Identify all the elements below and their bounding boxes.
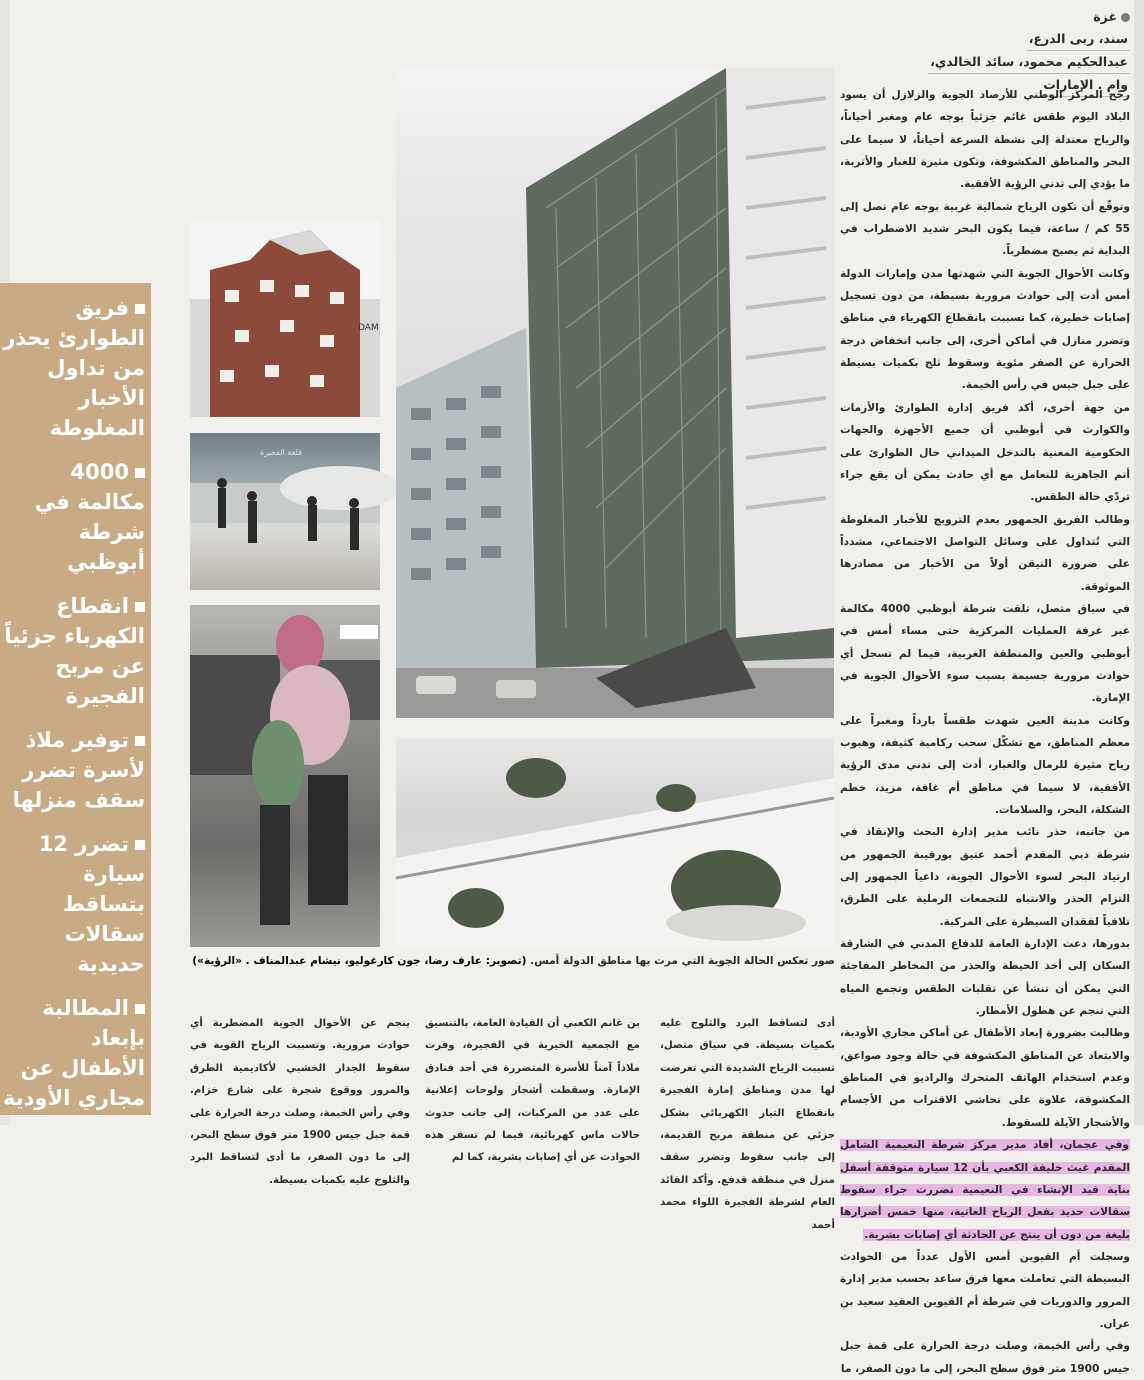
photo-caption	[190, 952, 835, 970]
sidebar-item: توفير ملاذ لأسرة تضرر سقف منزلها	[12, 728, 145, 812]
byline-agency: وام . الإمارات	[1041, 74, 1130, 97]
sidebar-item: المطالبة بإبعاد الأطفال عن مجاري الأودية	[3, 996, 145, 1110]
photo-building-scaffolding	[396, 68, 834, 718]
article-column-bottom-1	[660, 1013, 835, 1237]
byline-city: غزة	[1093, 9, 1117, 24]
byline-authors-1: سند، ربى الدرع،	[1027, 28, 1130, 51]
paragraph: ينجم عن الأحوال الجوية المضطربة أي حوادث مرورية. وتسببت الرياح القوية في سقوط الجدار الخشبي لأكاديمية الطرق والمرور ووقوع شجرة على شارع خزام. وفي رأس الخيمة، وصلت درجة الحرارة على قمة جبل جيس 1900 متر فوق سطح البحر، إلى ما دون الصفر، ما أدى لتساقط البرد والثلوج عليه بكميات بسيطة.	[190, 1018, 410, 1186]
paragraph: وطالبت بضرورة إبعاد الأطفال عن أماكن مجاري الأودية، والابتعاد عن المناطق المكشوفة في حالة وجود صواعق، وعدم استخدام الهاتف المتحرك والراديو في المناطق المكشوفة، علاوة على تحاشي الاقتراب من الأجسام والأشجار الآيلة للسقوط.	[840, 1027, 1130, 1129]
sidebar-item: تضرر 12 سيارة بتساقط سقالات حديدية	[38, 832, 145, 976]
paragraph: وتوقّع أن تكون الرياح شمالية غربية بوجه عام تصل إلى 55 كم / ساعة، فيما يكون البحر شديد الاضطراب في البداية ثم يصبح مضطرباً.	[840, 200, 1130, 258]
bullet-icon	[1121, 13, 1130, 22]
paragraph: بن غانم الكعبي أن القيادة العامة، بالتنسيق مع الجمعية الخيرية في الفجيرة، وفرت ملاذاً آمناً للأسرة المتضررة في أحد فنادق الإمارة. وسقطت أشجار ولوحات إعلانية على عدد من المركبات، إلى جانب حدوث حالات ماس كهربائية، فيما لم تسفر هذه الحوادث عن أي إصابات بشرية، كما لم	[425, 1018, 640, 1164]
square-bullet-icon	[135, 602, 145, 612]
paragraph: من جهة أخرى، أكد فريق إدارة الطوارئ والأزمات والكوارث في أبوظبي أن جميع الأجهزة والجهات الحكومية المعنية بالتدخل الميداني حال الطوارئ على أتم الجاهزية للتعامل مع أي حادث يمكن أن يقع جراء تردّي حالة الطقس.	[840, 401, 1130, 504]
article-column-bottom-2	[425, 1013, 640, 1170]
highlight-text: وفي عجمان، أفاد مدير مركز شرطة النعيمية الشامل المقدم غيث خليفة الكعبي بأن 12 سيارة متوقفة أسفل بناية قيد الإنشاء في النعيمية تضررت جراء سقوط سقالات حديد بفعل الرياح العاتية، منها خمس أضرارها بليغة من دون أن ينتج عن الحادثة أي إصابات بشرية.	[840, 1139, 1130, 1241]
paragraph: وكانت الأحوال الجوية التي شهدتها مدن وإمارات الدولة أمس أدت إلى حوادث مرورية بسيطة، من دون تسجيل إصابات خطيرة، كما تسببت بانقطاع الكهرباء في مناطق وتضرر منازل في أماكن أخرى، إلى جانب انخفاض درجة الحرارة عن الصفر مئوية وسقوط ثلج بكميات بسيطة على جبل جيس في رأس الخيمة.	[840, 267, 1130, 392]
sidebar-item: 4000 مكالمة في شرطة أبوظبي	[34, 460, 145, 574]
photo-damaged-wall	[190, 220, 380, 417]
square-bullet-icon	[135, 1004, 145, 1014]
sea-sign: قلعة الفجيرة	[260, 448, 303, 457]
article-column-main	[840, 84, 1130, 1380]
paragraph: بدورها، دعت الإدارة العامة للدفاع المدني في الشارقة السكان إلى أخذ الحيطة والحذر من المخاطر المفاجئة التي يمكن أن تنشأ عن تقلبات الطقس وتجمع المياه التي تنجم عن هطول الأمطار.	[840, 938, 1130, 1018]
article-column-bottom-3	[190, 1013, 410, 1192]
square-bullet-icon	[135, 840, 145, 850]
photo-snow-trees	[396, 738, 834, 948]
paragraph: وسجلت أم القيوين أمس الأول عدداً من الحوادث البسيطة التي تعاملت معها فرق ساعد بحسب مدير إدارة المرور والدوريات في شرطة أم القيوين العقيد سعيد بن عران.	[840, 1250, 1130, 1330]
square-bullet-icon	[135, 304, 145, 314]
highlights-sidebar	[0, 283, 151, 1115]
sidebar-item: انقطاع الكهرباء جزئياً عن مربح الفجيرة	[4, 594, 145, 708]
highlighted-paragraph	[840, 1134, 1130, 1246]
paragraph: رجّح المركز الوطني للأرصاد الجوية والزلازل أن يسود البلاد اليوم طقس غائم جزئياً بوجه عام ومغبر أحياناً، والرياح معتدلة إلى نشطة السرعة أحياناً، لا سيما على البحر والمناطق المكشوفة، وتكون مثيرة للغبار والأتربة، ما يؤدي إلى تدني الرؤية الأفقية.	[840, 89, 1130, 191]
photo-children-wind	[190, 605, 380, 947]
paragraph: من جانبه، حذر نائب مدير إدارة البحث والإنقاذ في شرطة دبي المقدم أحمد عتيق بورقيبة الجمهور من ارتياد البحر لسوء الأحوال الجوية، داعياً الجمهور إلى التزام الحذر والانتباه للتجمعات الرملية على الطرق، تلافياً لفقدان السيطرة على المركبة.	[840, 826, 1130, 928]
paragraph: وكانت مدينة العين شهدت طقساً بارداً ومغبراً على معظم المناطق، مع تشكّل سحب ركامية كثيفة، وهبوب رياح مثيرة للرمال والغبار، أدت إلى تدني مدى الرؤية الأفقية، لا سيما في مناطق أم غافة، مزيد، خطم الشكلة، البحر، والسلامات.	[840, 714, 1130, 816]
building-sign: DAM	[358, 323, 379, 333]
paragraph: وطالب الفريق الجمهور بعدم الترويج للأخبار المغلوطة التي تُتداول على وسائل التواصل الاجتماعي، مشدداً على ضرورة التيقن أولاً من الأخبار من مصادرها الموثوقة.	[840, 513, 1130, 593]
right-margin	[1134, 0, 1144, 1125]
byline-authors-2: عبدالحكيم محمود، سائد الخالدي،	[928, 51, 1130, 74]
photo-stormy-sea	[190, 433, 380, 590]
caption-text: صور تعكس الحالة الجوية التي مرت بها مناطق الدولة أمس.	[530, 955, 835, 967]
paragraph: وفي رأس الخيمة، وصلت درجة الحرارة على قمة جبل جيس 1900 متر فوق سطح البحر، إلى ما دون الصفر، ما	[840, 1340, 1130, 1375]
sidebar-item: فريق الطوارئ يحذر من تداول الأخبار المغلوطة	[3, 296, 145, 440]
square-bullet-icon	[135, 468, 145, 478]
photo-credit: (تصوير: عارف رضا، جون كارغوليو، نيشام عبدالمناف . «الرؤية»)	[192, 955, 527, 967]
square-bullet-icon	[135, 736, 145, 746]
paragraph: أدى لتساقط البرد والثلوج عليه بكميات بسيطة. في سياق متصل، تسببت الرياح الشديدة التي تعرضت لها مدن ومناطق إمارة الفجيرة بانقطاع التيار الكهربائي بشكل جزئي عن منطقة مربح القديمة، إلى جانب سقوط وتضرر سقف منزل في منطقة قدفع. وأكد القائد العام لشرطة الفجيرة اللواء محمد أحمد	[660, 1018, 835, 1231]
paragraph: في سياق متصل، تلقت شرطة أبوظبي 4000 مكالمة عبر غرفة العمليات المركزية حتى مساء أمس في أبوظبي والعين والمنطقة الغربية، فيما لم تسجل أي حوادث مرورية جسيمة بسبب سوء الأحوال الجوية في الإمارة.	[840, 602, 1130, 705]
